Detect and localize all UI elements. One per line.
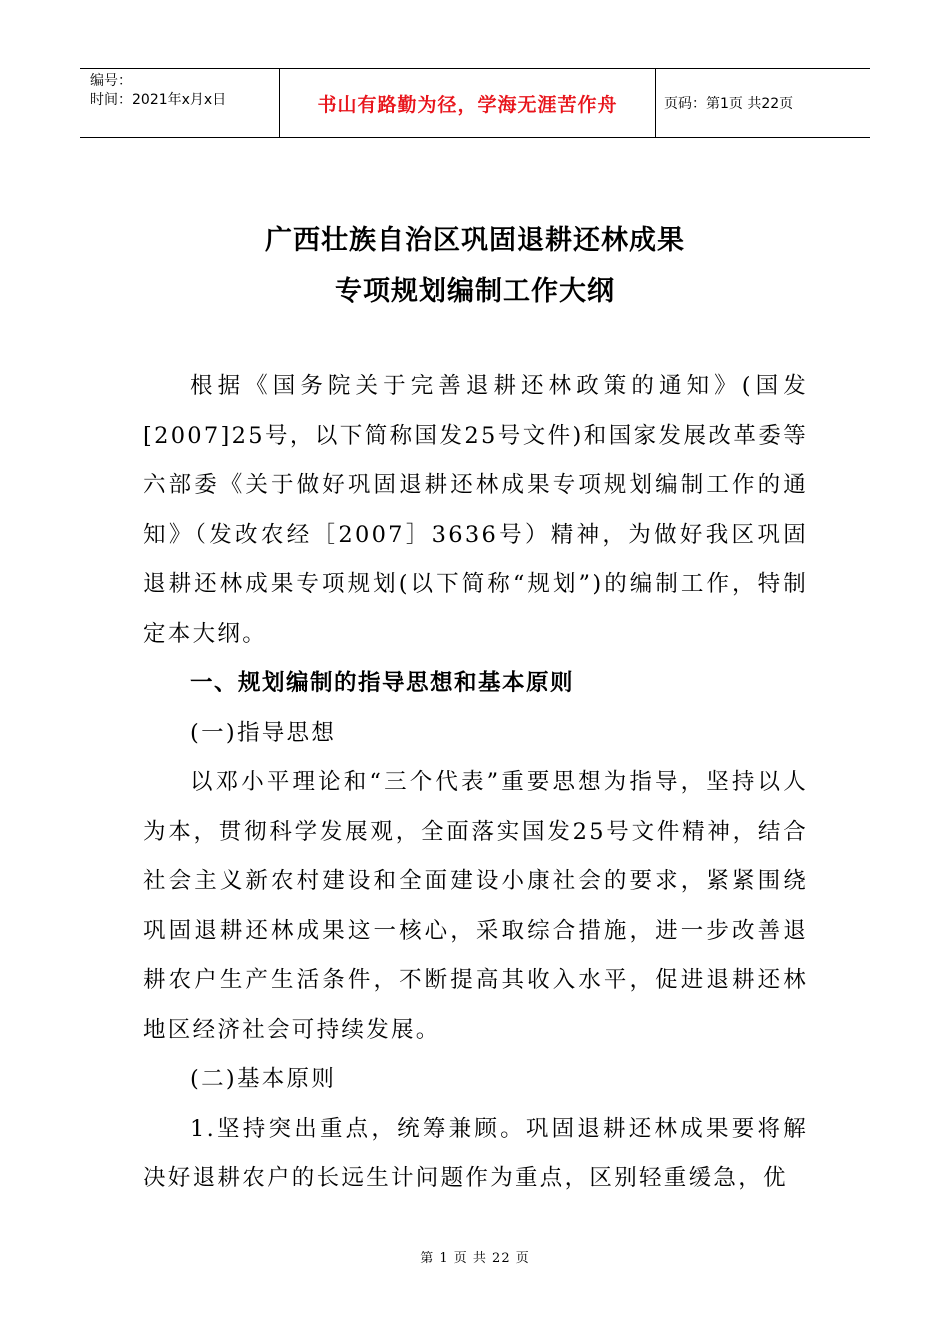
header-table [80,68,870,138]
paragraph-intro: 根据《国务院关于完善退耕还林政策的通知》(国发[2007]25号，以下简称国发25号文件)和国家发展改革委等六部委《关于做好巩固退耕还林成果专项规划编制工作的通知》（发改农经［2007］3636号）精神，为做好我区巩固退耕还林成果专项规划(以下简称“规划”)的编制工作，特制定本大纲。 [143,373,808,647]
page-footer: 第 1 页 共 22 页 [420,1251,530,1266]
header-page-info: 页码：第1页 共22页 [664,96,794,112]
section-heading-1: 一、规划编制的指导思想和基本原则 [190,670,575,696]
paragraph-principle-1: 1.坚持突出重点，统筹兼顾。巩固退耕还林成果要将解决好退耕农户的长远生计问题作为重点，区别轻重缓急，优 [143,1115,808,1191]
subsection-heading-guiding-ideology: (一)指导思想 [190,719,337,746]
header-meta-cell [80,69,280,137]
paragraph-guiding-ideology: 以邓小平理论和“三个代表”重要思想为指导，坚持以人为本，贯彻科学发展观，全面落实国发25号文件精神，结合社会主义新农村建设和全面建设小康社会的要求，紧紧围绕巩固退耕还林成果这一核心，采取综合措施，进一步改善退耕农户生产生活条件，不断提高其收入水平，促进退耕还林地区经济社会可持续发展。 [143,769,808,1043]
document-title-line1: 广西壮族自治区巩固退耕还林成果 [265,225,685,256]
document-title-line2: 专项规划编制工作大纲 [335,276,615,307]
document-body [143,362,808,1204]
subsection-heading-basic-principles: (二)基本原则 [190,1066,337,1092]
document-number-label: 编号： [90,73,132,89]
document-time-label: 时间：2021年x月x日 [90,92,227,108]
header-motto: 书山有路勤为径，学海无涯苦作舟 [280,69,656,137]
